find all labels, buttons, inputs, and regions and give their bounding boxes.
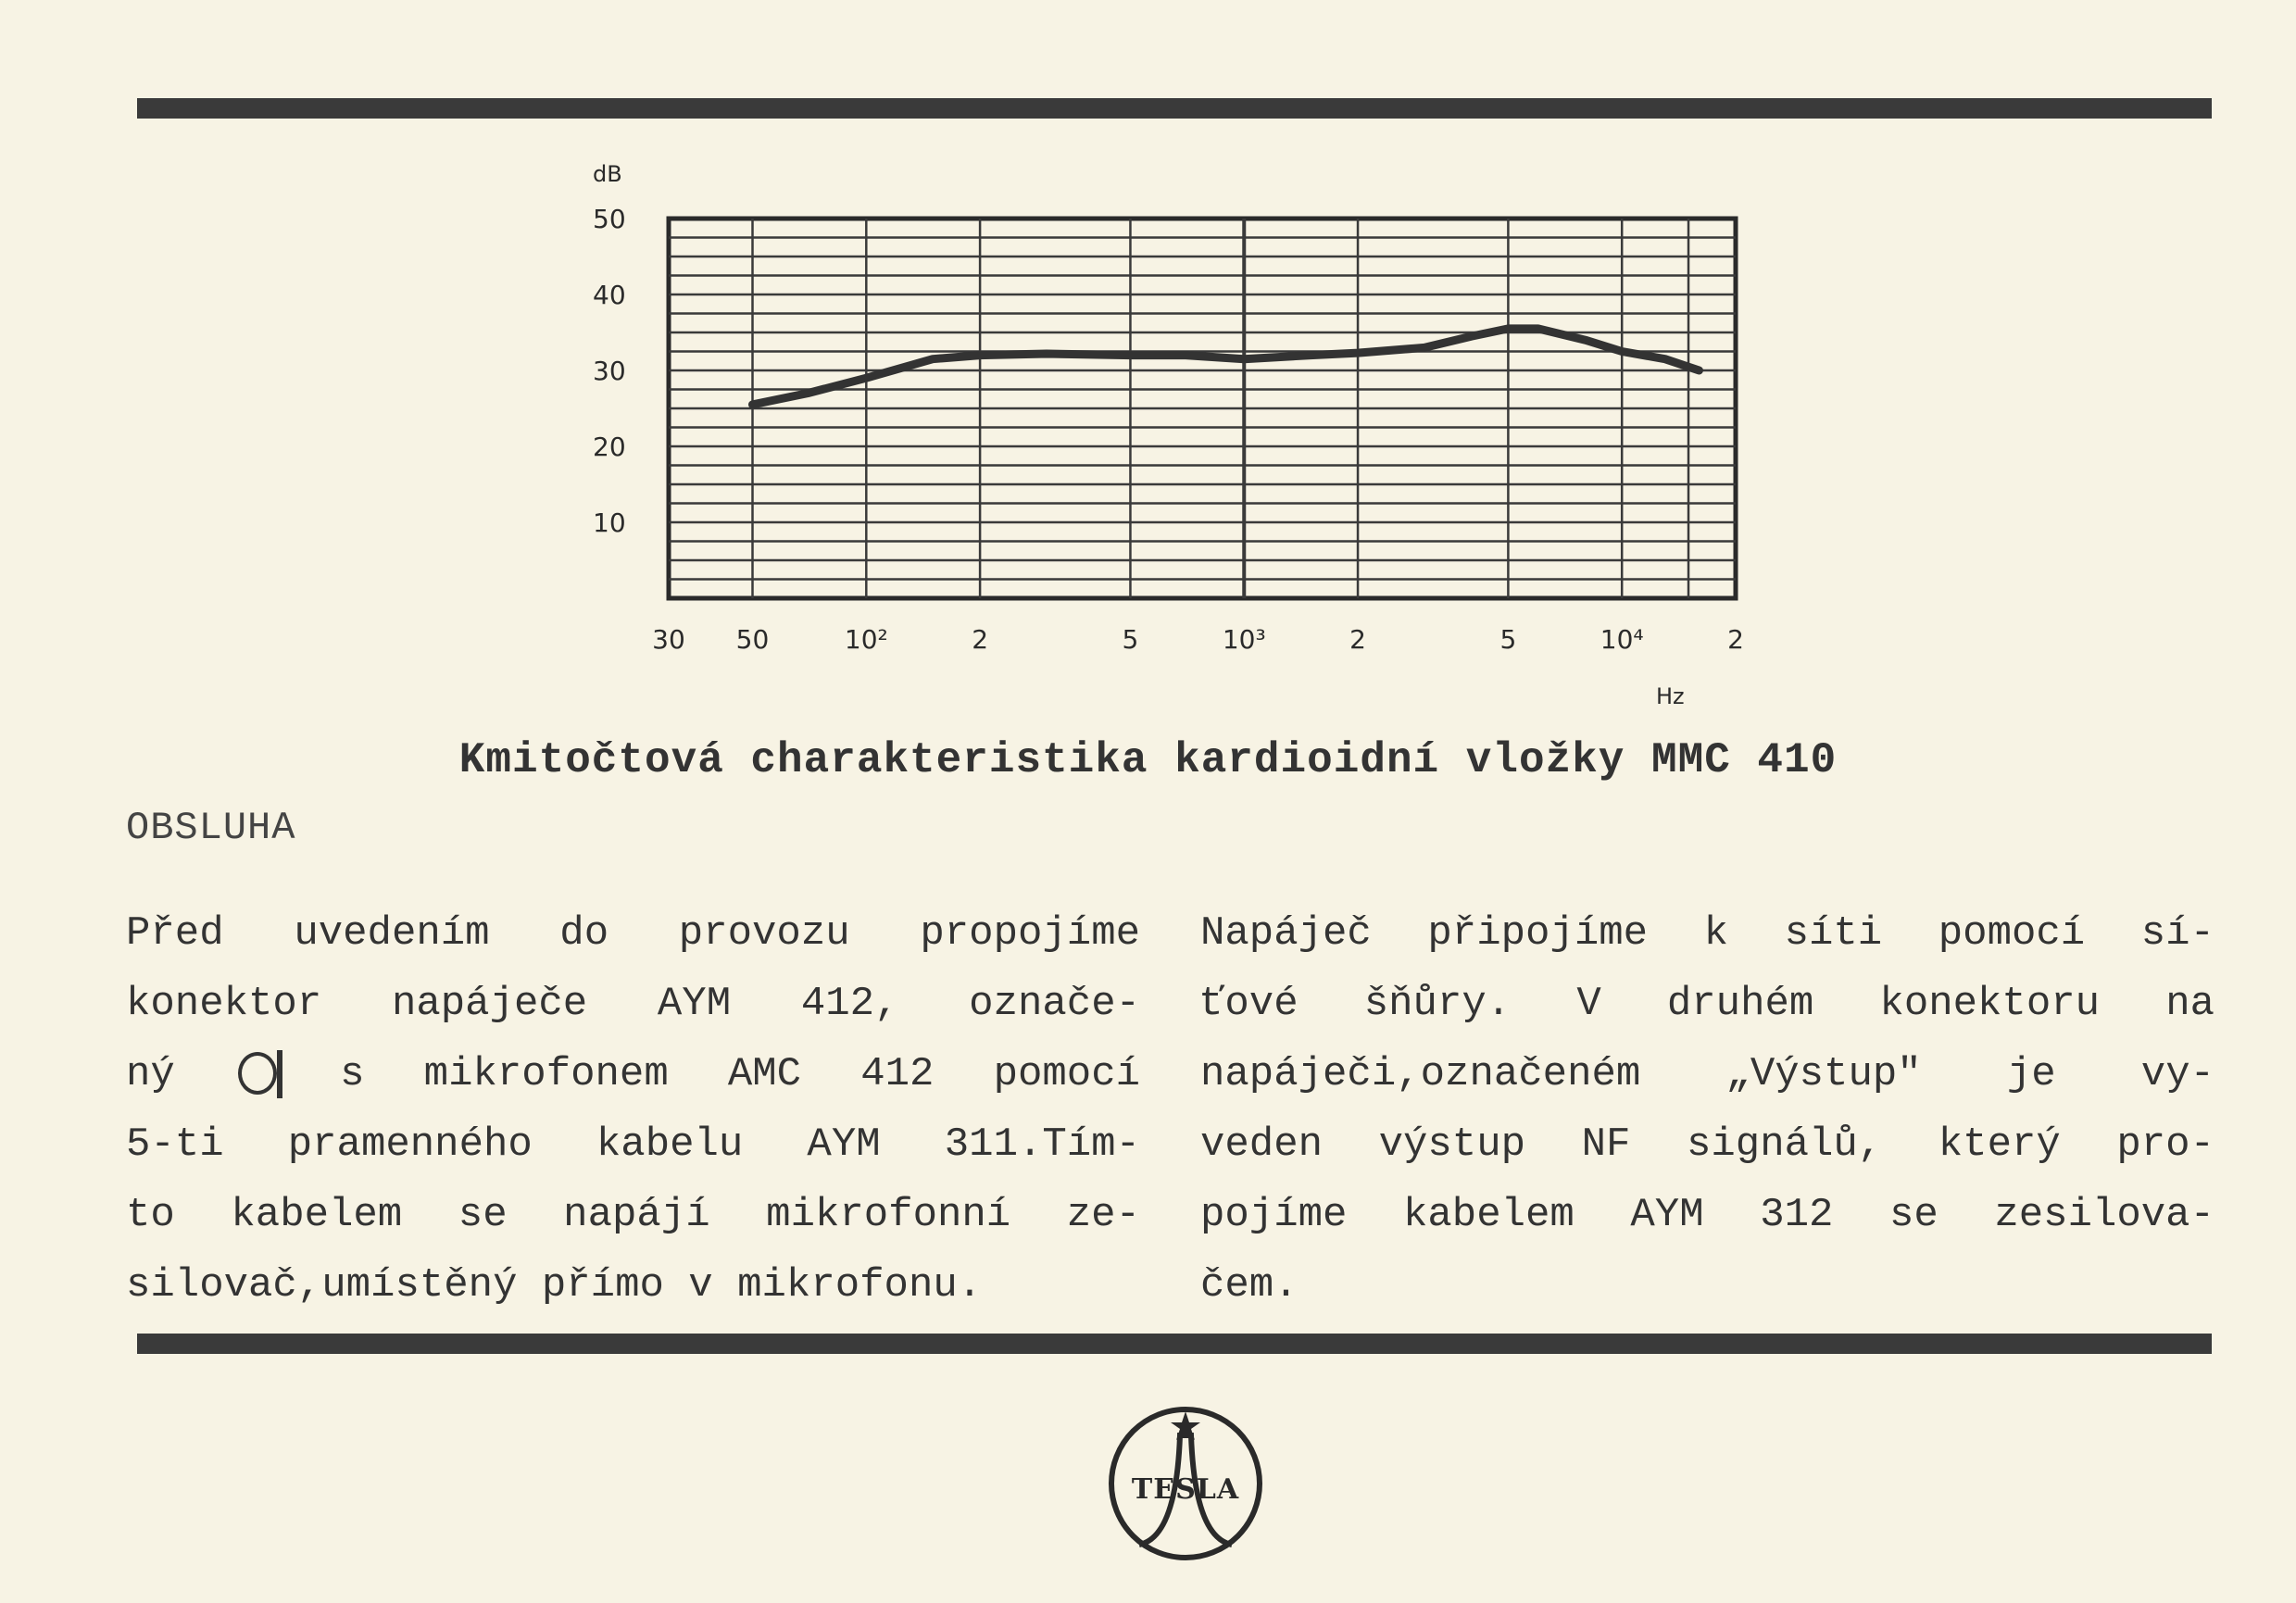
- x-tick-label: 2: [1727, 624, 1744, 655]
- y-tick-label: 50: [593, 204, 626, 234]
- left-line-6: silovač,umístěný přímo v mikrofonu.: [126, 1262, 983, 1309]
- left-column: [126, 898, 1140, 1321]
- section-heading: OBSLUHA: [126, 806, 296, 850]
- y-tick-label: 10: [593, 507, 626, 538]
- chart-grid: [669, 219, 1736, 598]
- right-column: [1200, 898, 2214, 1321]
- x-tick-label: 10²: [844, 624, 888, 655]
- x-tick-label: 50: [735, 624, 770, 655]
- left-line-4: 5-ti pramenného kabelu AYM 311.Tím-: [126, 1121, 1140, 1168]
- y-tick-labels: [593, 204, 626, 538]
- frequency-response-chart: [556, 148, 1778, 722]
- response-curve: [753, 329, 1700, 405]
- left-line-1: Před uvedením do provozu propojíme: [126, 910, 1140, 957]
- connector-symbol-icon: [238, 1052, 277, 1095]
- x-tick-label: 5: [1499, 624, 1517, 655]
- x-tick-label: 10⁴: [1600, 624, 1644, 655]
- y-tick-label: 40: [593, 280, 626, 310]
- x-axis-label: Hz: [1656, 683, 1685, 709]
- x-tick-label: 2: [972, 624, 989, 655]
- tesla-logo-icon: [1102, 1398, 1269, 1565]
- right-line-6: čem.: [1200, 1262, 1299, 1309]
- x-tick-label: 5: [1122, 624, 1139, 655]
- x-tick-labels: [652, 624, 1744, 655]
- bottom-rule: [137, 1334, 2212, 1354]
- right-line-1: Napáječ připojíme k síti pomocí sí-: [1200, 910, 2214, 957]
- logo-text: TESLA: [1131, 1473, 1240, 1506]
- x-tick-label: 2: [1349, 624, 1366, 655]
- right-line-3: napáječi,označeném „Výstup" je vy-: [1200, 1051, 2214, 1097]
- chart-caption: Kmitočtová charakteristika kardioidní vložky MMC 410: [458, 736, 1838, 784]
- right-line-4: veden výstup NF signálů, který pro-: [1200, 1121, 2214, 1168]
- y-axis-label: dB: [593, 161, 622, 187]
- chart-curve-layer: [753, 329, 1700, 405]
- left-line-3: [126, 1039, 1140, 1109]
- y-tick-label: 30: [593, 356, 626, 386]
- right-line-2: ťové šňůry. V druhém konektoru na: [1200, 981, 2214, 1027]
- top-rule: [137, 98, 2212, 119]
- x-tick-label: 10³: [1222, 624, 1266, 655]
- x-tick-label: 30: [652, 624, 685, 655]
- left-line-2: konektor napáječe AYM 412, označe-: [126, 981, 1140, 1027]
- right-line-5: pojíme kabelem AYM 312 se zesilova-: [1200, 1192, 2214, 1238]
- left-line-5: to kabelem se napájí mikrofonní ze-: [126, 1192, 1140, 1238]
- left-line-3-text: s mikrofonem AMC 412 pomocí: [340, 1051, 1141, 1097]
- y-tick-label: 20: [593, 432, 626, 462]
- left-line-3-prefix: ný: [126, 1051, 175, 1097]
